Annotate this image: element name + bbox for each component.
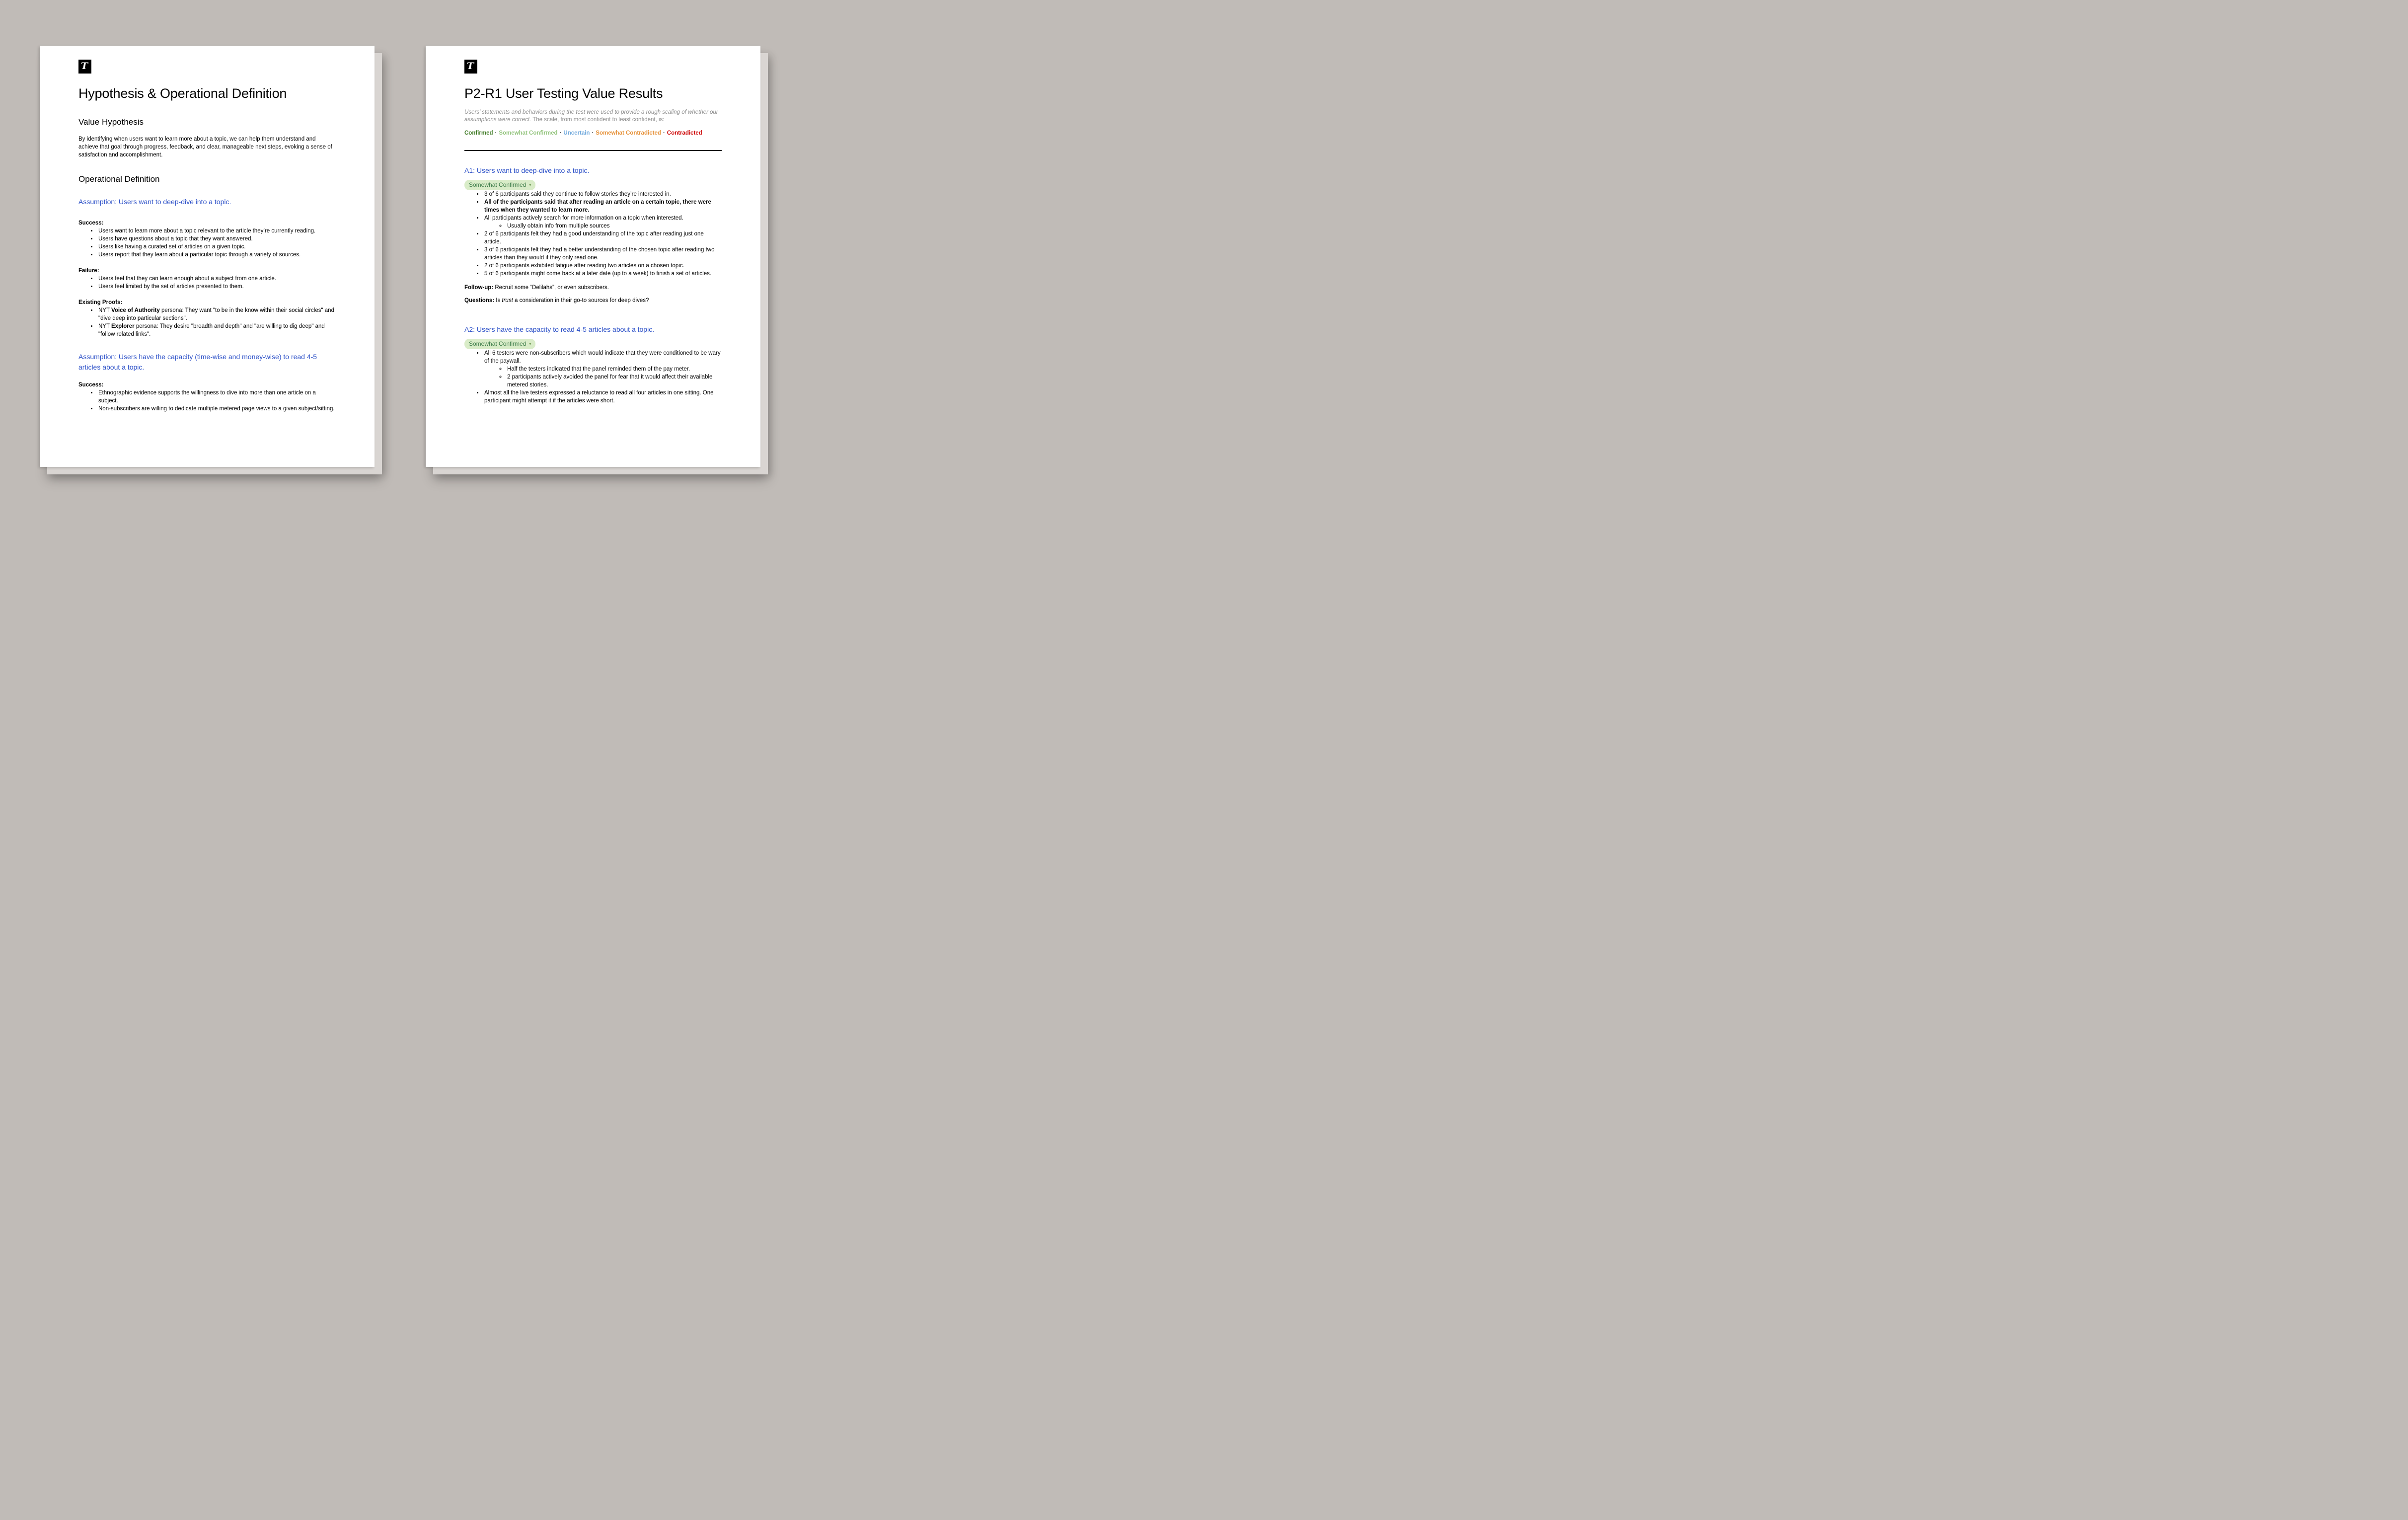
- a2-heading: A2: Users have the capacity to read 4-5 articles about a topic.: [464, 325, 655, 333]
- assumption2-heading: Assumption: Users have the capacity (time-wise and money-wise) to read 4-5 articles about a topic.: [78, 353, 317, 371]
- nyt-logo: [464, 60, 477, 74]
- a2-confidence-badge[interactable]: Somewhat Confirmed ▾: [464, 339, 535, 349]
- a1-confidence-badge[interactable]: Somewhat Confirmed ▾: [464, 180, 535, 190]
- existing-proofs-list: [78, 306, 336, 338]
- scale-somewhat-contradicted: Somewhat Contradicted: [596, 130, 661, 136]
- list-item: • 3 of 6 participants felt they had a better understanding of the chosen topic after reading two articles than they would if they only read one.: [483, 246, 722, 262]
- nyt-logo: [78, 60, 91, 74]
- scale-contradicted: Contradicted: [667, 130, 702, 136]
- a1-heading: A1: Users want to deep-dive into a topic.: [464, 166, 590, 174]
- list-item: • 5 of 6 participants might come back at a later date (up to a week) to finish a set of articles.: [483, 270, 722, 278]
- scale-uncertain: Uncertain: [563, 130, 590, 136]
- list-item: • Users have questions about a topic that they want answered.: [97, 235, 336, 243]
- a2-findings-list: [464, 349, 722, 405]
- list-item: • 2 of 6 participants exhibited fatigue after reading two articles on a chosen topic.: [483, 262, 722, 270]
- section-divider: [464, 150, 722, 151]
- sub-list: [484, 365, 722, 389]
- page-title: Hypothesis & Operational Definition: [78, 86, 287, 101]
- list-item: • 2 of 6 participants felt they had a good understanding of the topic after reading just one article.: [483, 230, 722, 246]
- left-page: [40, 46, 375, 467]
- nyt-logo-letter: T: [80, 60, 88, 72]
- confidence-scale: Confirmed · Somewhat Confirmed · Uncertain · Somewhat Contradicted · Contradicted: [464, 130, 702, 136]
- sub-list-item: ◦ Usually obtain info from multiple sources: [506, 222, 722, 230]
- list-item: • Users feel that they can learn enough about a subject from one article.: [97, 275, 336, 283]
- assumption1-heading: Assumption: Users want to deep-dive into a topic.: [78, 198, 231, 206]
- list-item: • Users report that they learn about a particular topic through a variety of sources.: [97, 251, 336, 259]
- chevron-down-icon: ▾: [529, 183, 531, 187]
- list-item: • NYT Explorer persona: They desire "breadth and depth" and "are willing to dig deep" and "follow related links".: [97, 322, 336, 338]
- list-item: • Ethnographic evidence supports the willingness to dive into more than one article on a subject.: [97, 389, 336, 405]
- success-list: [78, 227, 336, 259]
- existing-proofs-label: Existing Proofs:: [78, 300, 123, 305]
- failure-label: Failure:: [78, 268, 99, 274]
- nyt-logo-letter: T: [466, 60, 474, 72]
- followup-note: Follow-up: Recruit some “Delilahs”, or even subscribers.: [464, 285, 609, 291]
- list-item: • Users feel limited by the set of articles presented to them.: [97, 283, 336, 291]
- success-label: Success:: [78, 382, 104, 388]
- list-item: • Non-subscribers are willing to dedicate multiple metered page views to a given subject/sitting.: [97, 405, 336, 413]
- success-label: Success:: [78, 220, 104, 226]
- right-document-stack: [426, 46, 760, 467]
- right-page: [426, 46, 760, 467]
- section-heading-value-hypothesis: Value Hypothesis: [78, 117, 144, 127]
- list-item: • All 6 testers were non-subscribers which would indicate that they were conditioned to be wary of the paywall. ◦ Half the testers indicated that the panel reminded them of the pay meter. ◦ 2 participants actively avoided the panel for fear that it would affect their available metered stories.: [483, 349, 722, 389]
- sub-list: [484, 222, 722, 230]
- questions-note: Questions: Is trust a consideration in their go-to sources for deep dives?: [464, 298, 649, 304]
- scale-confirmed: Confirmed: [464, 130, 493, 136]
- value-hypothesis-body: By identifying when users want to learn more about a topic, we can help them understand and achieve that goal through progress, feedback, and clear, manageable next steps, evoking a sense of satisfaction and accomplishment.: [78, 136, 332, 158]
- intro-text: Users’ statements and behaviors during the test were used to provide a rough scaling of whether our assumptions were correct. The scale, from most confident to least confident, is:: [464, 109, 718, 123]
- list-item: • NYT Voice of Authority persona: They want "to be in the know within their social circles" and "dive deep into particular sections".: [97, 306, 336, 322]
- left-document-stack: [40, 46, 375, 467]
- list-item: • 3 of 6 participants said they continue to follow stories they’re interested in.: [483, 190, 722, 198]
- success-list: [78, 389, 336, 413]
- sub-list-item: ◦ 2 participants actively avoided the panel for fear that it would affect their available metered stories.: [506, 373, 722, 389]
- list-item: • Almost all the live testers expressed a reluctance to read all four articles in one sitting. One participant might attempt it if the articles were short.: [483, 389, 722, 405]
- list-item: • Users want to learn more about a topic relevant to the article they’re currently reading.: [97, 227, 336, 235]
- scale-somewhat-confirmed: Somewhat Confirmed: [499, 130, 558, 136]
- list-item: • Users like having a curated set of articles on a given topic.: [97, 243, 336, 251]
- page-title: P2-R1 User Testing Value Results: [464, 86, 663, 101]
- list-item: • All participants actively search for more information on a topic when interested. ◦ Usually obtain info from multiple sources: [483, 214, 722, 230]
- section-heading-operational-definition: Operational Definition: [78, 174, 160, 184]
- chevron-down-icon: ▾: [529, 342, 531, 346]
- failure-list: [78, 275, 336, 291]
- list-item: • All of the participants said that after reading an article on a certain topic, there were times when they wanted to learn more.: [483, 198, 722, 214]
- sub-list-item: ◦ Half the testers indicated that the panel reminded them of the pay meter.: [506, 365, 722, 373]
- a1-findings-list: [464, 190, 722, 278]
